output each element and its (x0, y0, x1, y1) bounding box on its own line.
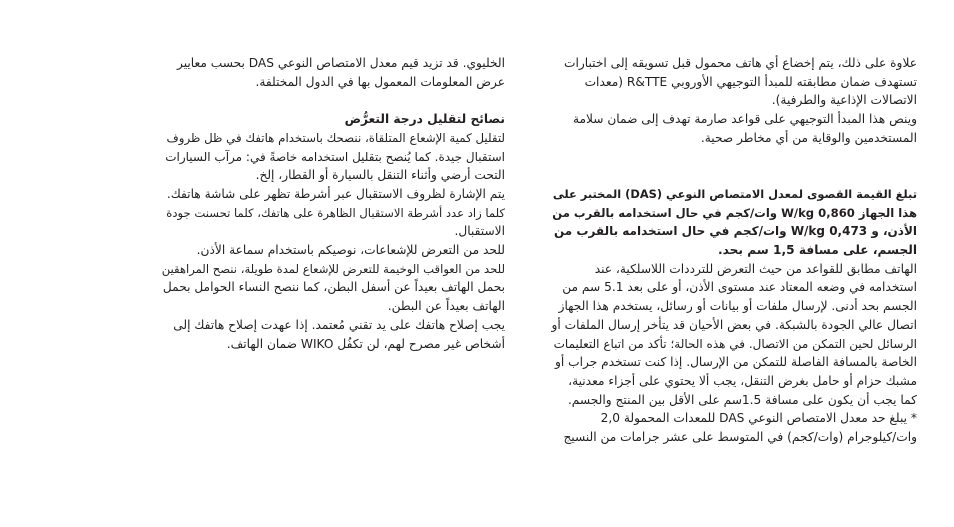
text-line: استقبال جيدة. كما يُنصح بتقليل استخدامه خاصةً في: مرآب السيارات (165, 149, 505, 164)
spacer (549, 166, 917, 185)
das-heading (549, 185, 917, 260)
heading-line: نصائح لتقليل درجة التعرُّض (344, 112, 505, 127)
right-column (549, 54, 917, 447)
text-line: * يبلغ حد معدل الامتصاص النوعي DAS للمعدات المحمولة 2,0 (600, 411, 917, 426)
spacer (162, 91, 505, 110)
text-line: بحمل الهاتف بعيداً عن أسفل البطن، كما ننصح النساء الحوامل بحمل (162, 280, 505, 295)
text-line: الخليوي. قد تزيد قيم معدل الامتصاص النوعي DAS بحسب معايير (177, 56, 505, 70)
text-line: أشخاص غير مصرح لهم، لن تكفُل WIKO ضمان الهاتف. (226, 336, 505, 351)
text-line: علاوة على ذلك، يتم إخضاع أي هاتف محمول قبل تسويقه إلى اختبارات (564, 56, 917, 70)
tips-paragraph (162, 129, 505, 353)
heading-line: الأذن، و 0,473 W/kg وات/كجم في حال استخدامه بالقرب من (554, 224, 917, 239)
text-line: تستهدف ضمان مطابقته للمبدأ التوجيهي الأوروبي R&TTE (معدات (584, 74, 917, 89)
text-line: استخدامه في وضعه المعتاد عند مستوى الأذن، أو على بعد 5.1 سم من (562, 280, 917, 295)
heading-line: هذا الجهاز 0,860 W/kg وات/كجم في حال استخدامه بالقرب من (552, 205, 917, 220)
left-column (162, 54, 505, 353)
text-line: يتم الإشارة لظروف الاستقبال عبر أشرطة تظهر على شاشة هاتفك. (166, 186, 505, 201)
text-line: يجب إصلاح هاتفك على يد تقني مُعتمد. إذا عهدت إصلاح هاتفك إلى (173, 317, 505, 332)
text-line: الاتصالات الإذاعية والطرفية). (771, 93, 917, 108)
text-line: الهاتف بعيداً عن البطن. (387, 299, 505, 314)
text-line: الجسم بحد أدنى. لإرسال ملفات أو بيانات أو رسائل، يستخدم هذا الجهاز (558, 299, 917, 314)
text-line: كما يجب أن يكون على مسافة 1.5سم على الأقل بين المنتج والجسم. (567, 392, 917, 407)
text-line: المستخدمين والوقاية من أي مخاطر صحية. (700, 130, 917, 145)
text-line: لتقليل كمية الإشعاع المتلقاة، ننصحك باستخدام هاتفك في ظل ظروف (166, 130, 505, 145)
text-line: للحد من العواقب الوخيمة للتعرض للإشعاع لمدة طويلة، ننصح المراهقين (161, 261, 505, 276)
text-line: للحد من التعرض للإشعاعات، نوصيكم باستخدام سماعة الأذن. (196, 243, 505, 258)
text-line: كلما زاد عدد أشرطة الاستقبال الظاهرة على هاتفك، كلما تحسنت جودة (166, 205, 505, 220)
text-line: الهاتف مطابق للقواعد من حيث التعرض للترددات اللاسلكية، عند (594, 261, 917, 276)
text-line: وينص هذا المبدأ التوجيهي على قواعد صارمة تهدف إلى ضمان سلامة (572, 112, 917, 127)
text-line: الرسائل لحين التمكن من الاتصال. في هذه الحالة؛ تأكد من اتباع التعليمات (553, 336, 917, 351)
text-line: مشبك حزام أو حامل بغرض التنقل، يجب ألا يحتوي على أجزاء معدنية، (568, 373, 917, 388)
text-line: عرض المعلومات المعمول بها في الدول المختلفة. (255, 74, 505, 89)
continuation-paragraph (162, 54, 505, 91)
text-line: الاستقبال. (454, 224, 505, 239)
intro-paragraph (549, 54, 917, 148)
tips-heading (162, 110, 505, 129)
text-line: التحت أرضي وأثناء التنقل بالسيارة أو القطار، إلخ. (255, 168, 505, 183)
text-line: الخاصة بالمسافة الفاصلة للتمكن من الإرسال. إذا كنت تستخدم جراب أو (555, 355, 917, 370)
spacer (549, 148, 917, 167)
text-line: اتصال عالي الجودة بالشبكة. في بعض الأحيان قد يتأخر إرسال الملفات أو (551, 317, 917, 332)
text-line: وات/كيلوجرام (وات/كجم) في المتوسط على عشر جرامات من النسيج (563, 430, 917, 445)
heading-line: الجسم، على مسافة 1,5 سم بحد. (717, 243, 917, 257)
compliance-paragraph (549, 260, 917, 447)
heading-line: تبلغ القيمة القصوى لمعدل الامتصاص النوعي (DAS) المختبر على (552, 186, 917, 201)
